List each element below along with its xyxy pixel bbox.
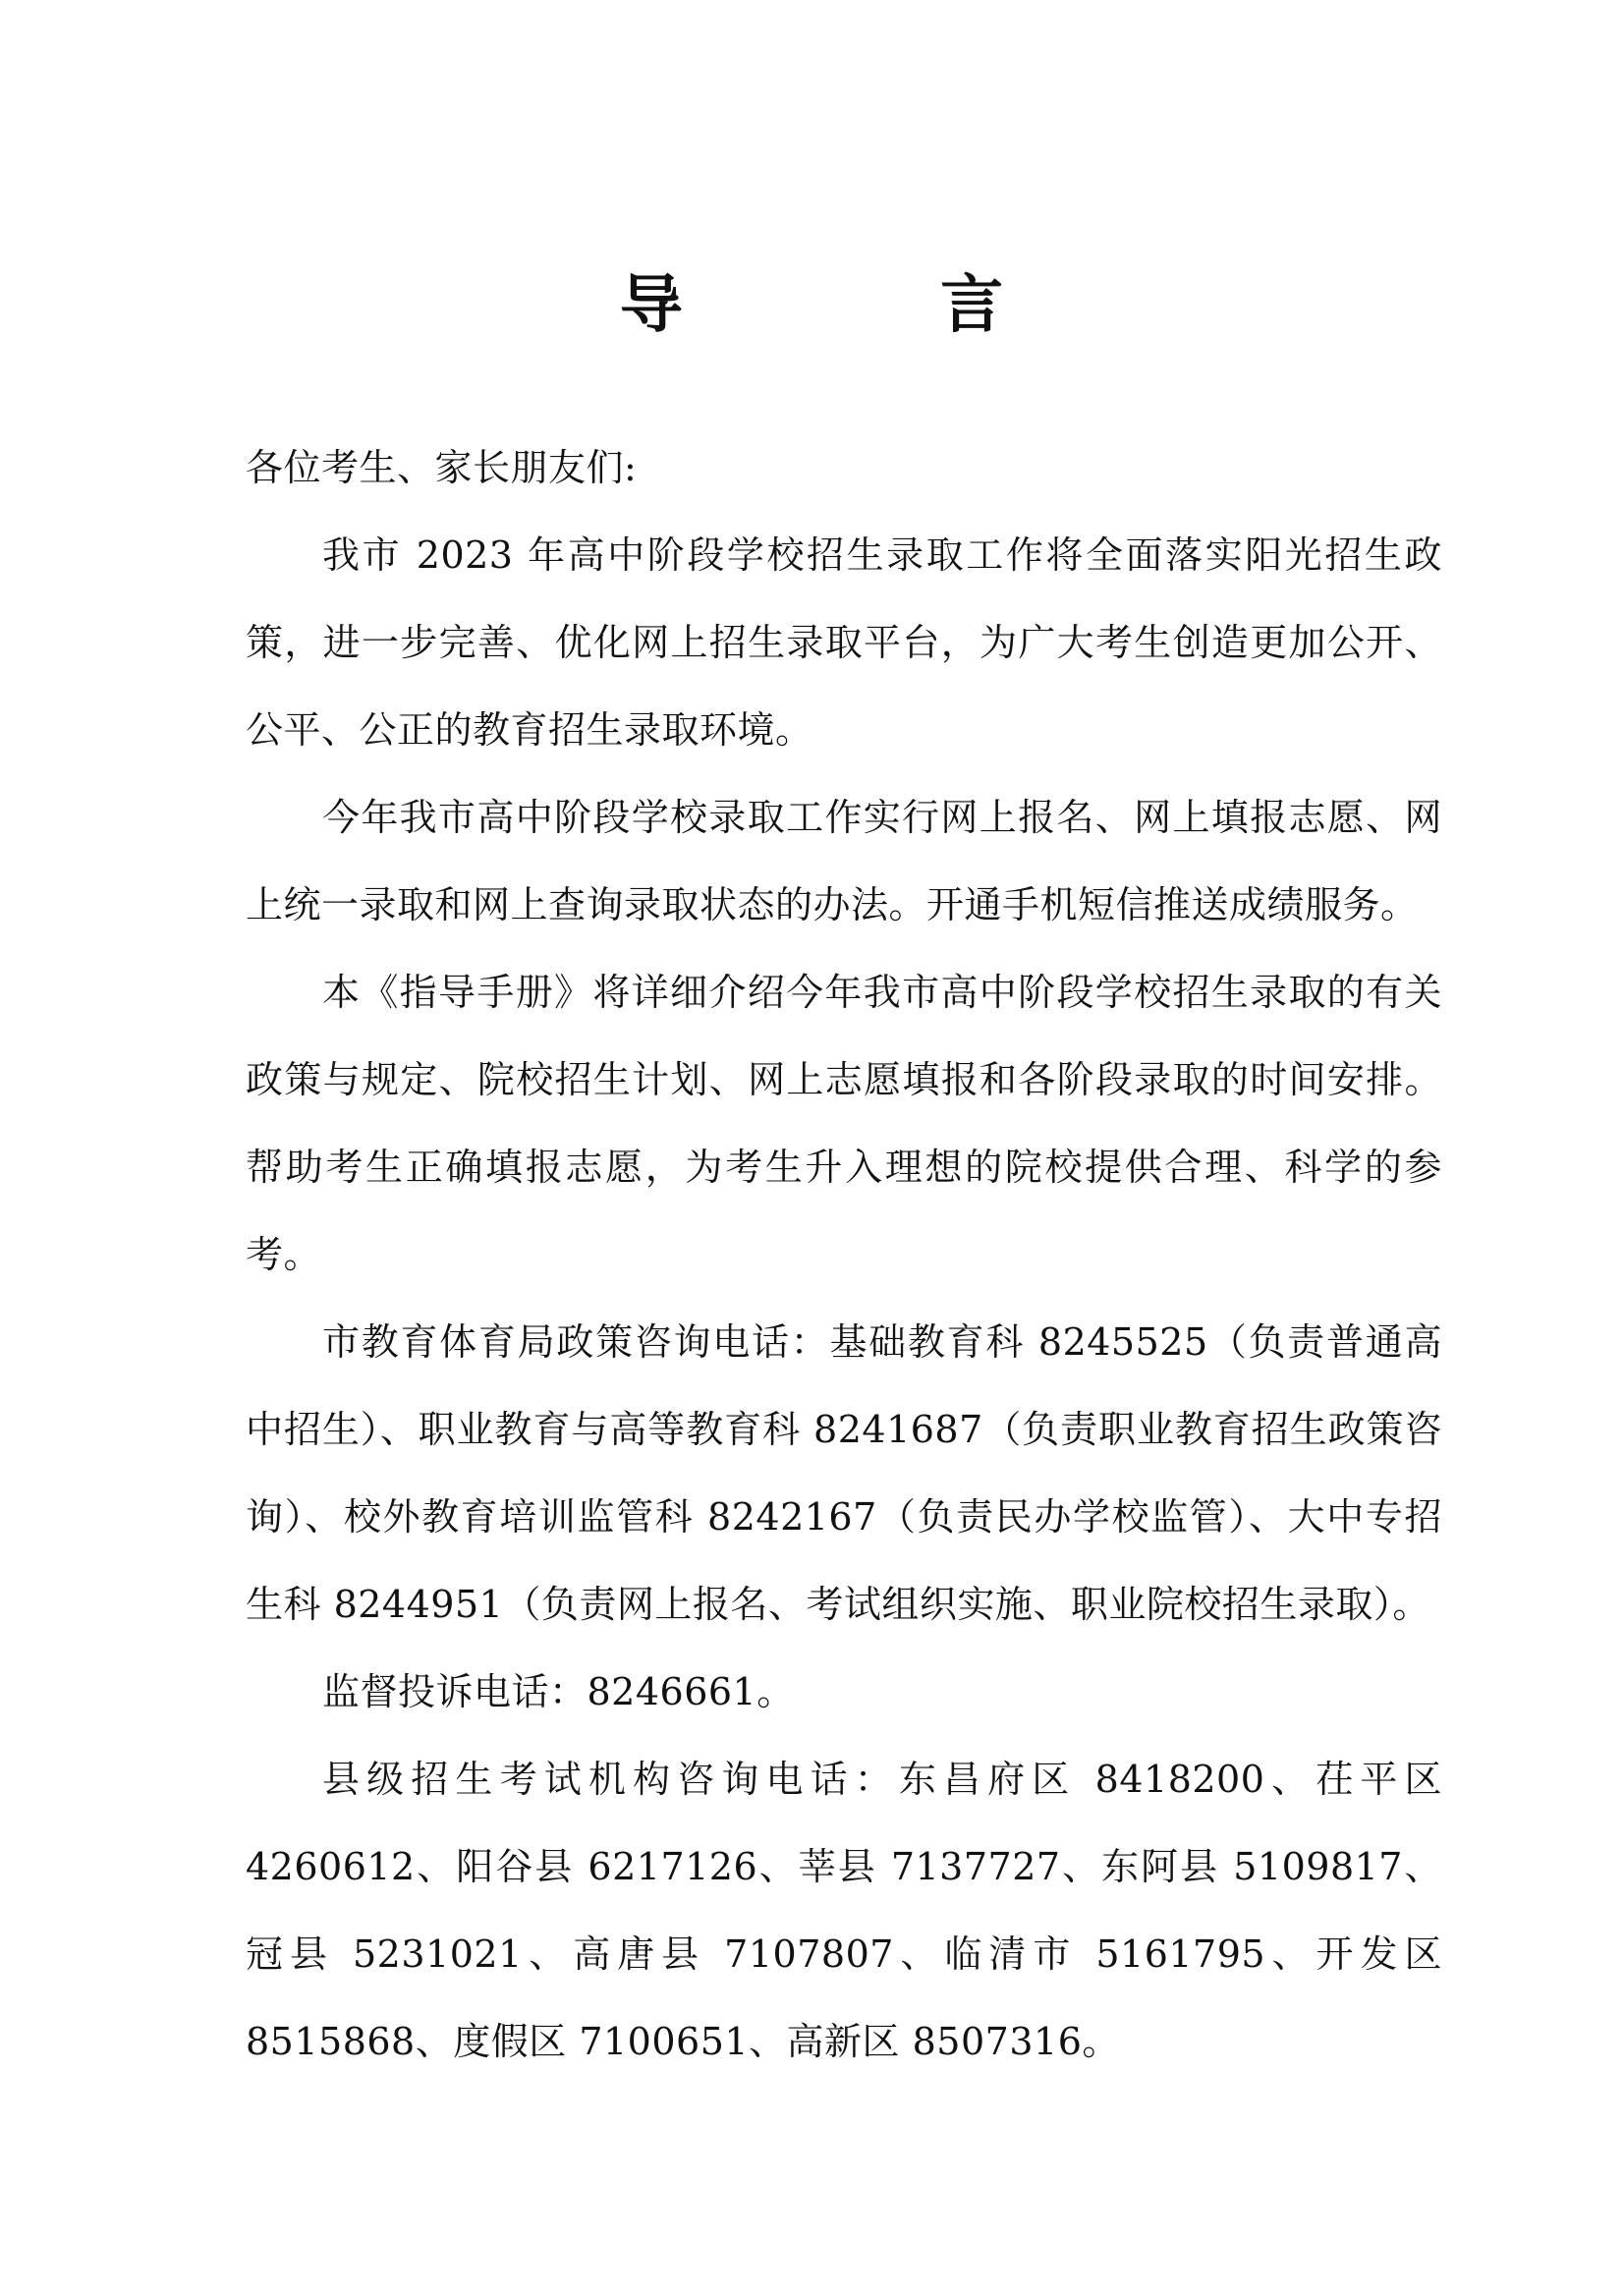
paragraph-online-process: 今年我市高中阶段学校录取工作实行网上报名、网上填报志愿、网上统一录取和网上查询录取状态的办法。开通手机短信推送成绩服务。 (246, 796, 1442, 926)
page-title: 导 言 (619, 269, 1122, 342)
paragraph-complaint-phone: 监督投诉电话：8246661。 (322, 1670, 795, 1713)
paragraph-intro: 我市 2023 年高中阶段学校招生录取工作将全面落实阳光招生政策，进一步完善、优化网上招生录取平台，为广大考生创造更加公开、公平、公正的教育招生录取环境。 (246, 533, 1442, 752)
greeting: 各位考生、家长朋友们: (246, 446, 638, 489)
document-body (246, 424, 1442, 2086)
paragraph-county-phones: 县级招生考试机构咨询电话：东昌府区 8418200、茌平区 4260612、阳谷县 6217126、莘县 7137727、东阿县 5109817、冠县 5231021、高唐县 7107807、临清市 5161795、开发区 8515868、度假区 7100651、高新区 8507316。 (246, 1758, 1442, 2063)
paragraph-handbook: 本《指导手册》将详细介绍今年我市高中阶段学校招生录取的有关政策与规定、院校招生计划、网上志愿填报和各阶段录取的时间安排。帮助考生正确填报志愿，为考生升入理想的院校提供合理、科学的参考。 (246, 971, 1442, 1276)
paragraph-consult-phones: 市教育体育局政策咨询电话：基础教育科 8245525（负责普通高中招生）、职业教育与高等教育科 8241687（负责职业教育招生政策咨询）、校外教育培训监管科 8242167（负责民办学校监管）、大中专招生科 8244951（负责网上报名、考试组织实施、职业院校招生录取）。 (246, 1320, 1442, 1626)
